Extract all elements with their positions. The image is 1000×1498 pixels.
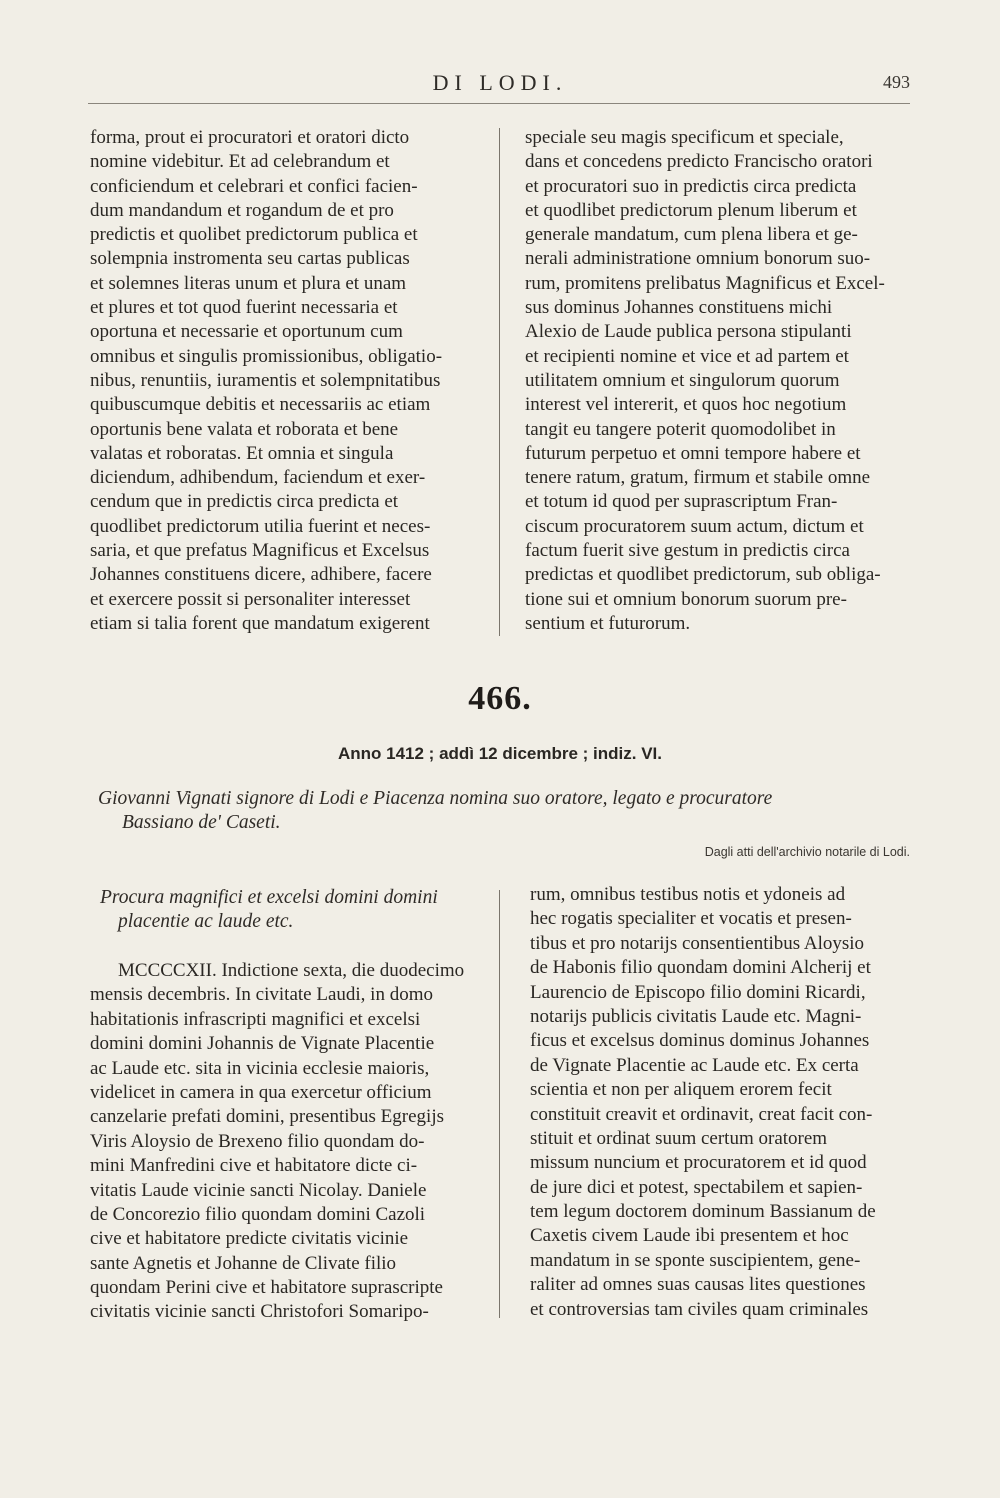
text-line: videlicet in camera in qua exercetur officium [90,1081,432,1103]
text-line: conficiendum et celebrari et confici facien- [90,175,418,197]
text-line: tem legum doctorem dominum Bassianum de [530,1201,876,1223]
text-line: de Vignate Placentie ac Laude etc. Ex certa [530,1054,859,1076]
text-line: et totum id quod per suprascriptum Fran- [525,491,838,513]
text-line: generale mandatum, cum plena libera et ge- [525,224,858,246]
text-line: et procuratori suo in predictis circa predicta [525,175,857,197]
text-line: et recipienti nomine et vice et ad partem et [525,345,849,367]
page-number: 493 [883,72,910,92]
text-line: Laurencio de Episcopo filio domini Ricardi, [530,981,866,1003]
document-number: 466. [468,680,532,717]
abstract-line: Bassiano de' Caseti. [122,812,281,833]
text-line: vitatis Laude vicinie sancti Nicolay. Daniele [90,1179,427,1201]
abstract-line: Giovanni Vignati signore di Lodi e Piacenza nomina suo oratore, legato e procuratore [98,788,773,809]
text-line: nomine videbitur. Et ad celebrandum et [90,151,390,173]
right-column-bottom [530,883,916,1322]
column-divider-bottom [499,890,500,1318]
column-divider-top [499,128,500,636]
text-line: et exercere possit si personaliter interesset [90,588,411,610]
text-line: MCCCCXII. Indictione sexta, die duodecimo [118,960,465,981]
heading-line: Procura magnifici et excelsi domini domini [100,887,438,908]
text-line: nibus, renuntiis, iuramentis et solempnitatibus [90,369,441,391]
text-line: utilitatem omnium et singulorum quorum [525,369,840,391]
text-line: tione sui et omnium bonorum suorum pre- [525,588,847,610]
text-line: constituit creavit et ordinavit, creat facit con- [530,1103,873,1125]
text-line: mini Manfredini cive et habitatore dicte ci- [90,1155,418,1177]
text-line: tibus et pro notarijs consentientibus Aloysio [530,932,865,954]
text-line: scientia et non per aliquem erorem fecit [530,1079,832,1101]
text-line: futurum perpetuo et omni tempore habere et [525,442,861,464]
text-line: quibuscumque debitis et necessariis ac etiam [90,394,431,416]
text-line: tangit eu tangere poterit quomodolibet in [525,418,836,440]
running-title: DI LODI. [432,70,568,95]
text-line: de jure dici et potest, spectabilem et sapien- [530,1176,863,1198]
text-line: sus dominus Johannes constituens michi [525,297,833,319]
text-line: predictis et quolibet predictorum publica et [90,224,418,246]
text-line: cendum que in predictis circa predicta et [90,491,399,513]
text-line: Alexio de Laude publica persona stipulanti [525,321,852,343]
document-date: Anno 1412 ; addì 12 dicembre ; indiz. VI. [337,744,663,763]
text-line: hec rogatis specialiter et vocatis et presen- [530,908,852,930]
heading-line: placentie ac laude etc. [118,911,294,932]
text-line: rum, promitens prelibatus Magnificus et Excel- [525,272,885,294]
text-line: dum mandandum et rogandum de et pro [90,199,394,221]
text-line: saria, et que prefatus Magnificus et Excelsus [90,540,430,562]
procura-heading [100,886,480,934]
text-line: mensis decembris. In civitate Laudi, in domo [90,984,433,1006]
text-line: solempnia instromenta seu cartas publicas [90,248,410,270]
text-line: predictas et quodlibet predictorum, sub obliga- [525,564,881,586]
text-line: nerali administratione omnium bonorum suo- [525,248,871,270]
text-line: de Habonis filio quondam domini Alcherij et [530,957,871,979]
source-note: Dagli atti dell'archivio notarile di Lodi. [704,845,910,859]
right-column-top [525,126,911,636]
text-line: sentium et futurorum. [525,612,691,634]
document-abstract [98,787,918,835]
text-line: quodlibet predictorum utilia fuerint et neces- [90,515,431,537]
text-line: valatas et roboratas. Et omnia et singula [90,442,394,464]
text-line: et controversias tam civiles quam criminales [530,1298,869,1320]
text-line: quondam Perini cive et habitatore suprascripte [90,1277,443,1299]
text-line: raliter ad omnes suas causas lites questiones [530,1274,866,1296]
text-line: notarijs publicis civitatis Laude etc. Magni- [530,1005,862,1027]
text-line: dans et concedens predicto Francischo oratori [525,151,873,173]
text-line: stituit et ordinat suum certum oratorem [530,1127,828,1149]
text-line: oportuna et necessarie et oportunum cum [90,321,403,343]
text-line: oportunis bene valata et roborata et bene [90,418,399,440]
text-line: Caxetis civem Laude ibi presentem et hoc [530,1225,849,1247]
text-line: ficus et excelsus dominus dominus Johannes [530,1030,870,1052]
text-line: speciale seu magis specificum et speciale, [525,127,844,148]
text-line: diciendum, adhibendum, faciendum et exer- [90,467,426,489]
header-rule [88,103,910,104]
text-line: tenere ratum, gratum, firmum et stabile omne [525,467,871,489]
text-line: factum fuerit sive gestum in predictis circa [525,540,850,562]
text-line: Viris Aloysio de Brexeno filio quondam do- [90,1130,425,1152]
text-line: ac Laude etc. sita in vicinia ecclesie maioris, [90,1057,430,1079]
text-line: etiam si talia forent que mandatum exigerent [90,612,430,634]
text-line: et quodlibet predictorum plenum liberum et [525,199,857,221]
text-line: interest vel intererit, et quos hoc negotium [525,394,847,416]
text-line: habitationis infrascripti magnifici et excelsi [90,1008,421,1030]
text-line: et solemnes literas unum et plura et unam [90,272,407,294]
text-line: canzelarie prefati domini, presentibus Egregijs [90,1106,445,1128]
text-line: et plures et tot quod fuerint necessaria et [90,297,398,319]
left-column-top [90,126,476,636]
text-line: omnibus et singulis promissionibus, obligatio- [90,345,443,367]
text-line: sante Agnetis et Johanne de Clivate filio [90,1252,397,1274]
text-line: cive et habitatore predicte civitatis vicinie [90,1228,409,1250]
left-column-bottom [90,959,482,1325]
text-line: domini domini Johannis de Vignate Placentie [90,1033,435,1055]
text-line: Johannes constituens dicere, adhibere, facere [90,564,432,586]
text-line: de Concorezio filio quondam domini Cazoli [90,1203,426,1225]
text-line: forma, prout ei procuratori et oratori dicto [90,127,410,148]
text-line: missum nuncium et procuratorem et id quod [530,1152,867,1174]
text-line: rum, omnibus testibus notis et ydoneis ad [530,884,846,905]
text-line: mandatum in se sponte suscipientem, gene- [530,1249,861,1271]
text-line: civitatis vicinie sancti Christofori Somaripo- [90,1301,429,1323]
text-line: ciscum procuratorem suum actum, dictum et [525,515,864,537]
